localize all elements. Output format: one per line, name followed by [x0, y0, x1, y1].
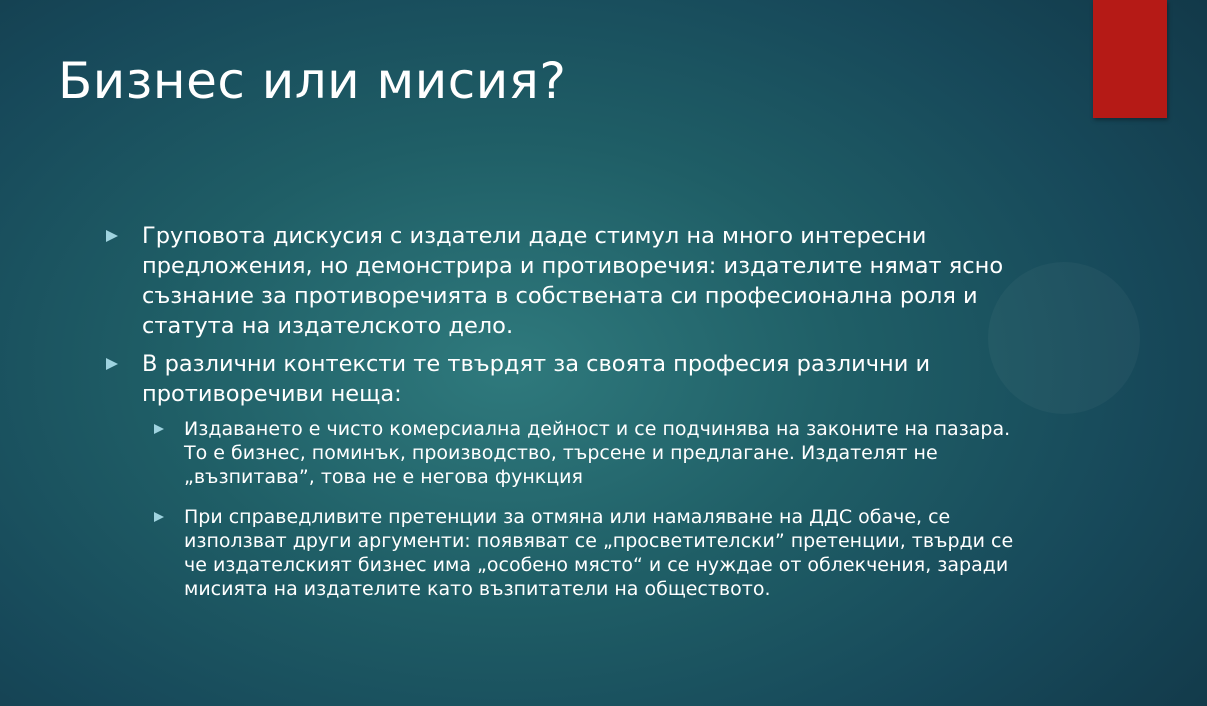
bullet-item	[106, 221, 1036, 341]
bullet-text: Груповота дискусия с издатели даде стимул на много интересни предложения, но демонстрира и противоречия: издателите нямат ясно съзнание за противоречията в собствената си професионална роля и статута на издателското дело.	[142, 223, 1004, 339]
sub-bullet-item	[106, 417, 1036, 489]
slide-content	[106, 221, 1036, 617]
triangle-bullet-icon	[106, 358, 118, 370]
triangle-bullet-icon	[154, 512, 164, 522]
slide-title: Бизнес или мисия?	[58, 52, 567, 110]
triangle-bullet-icon	[106, 230, 118, 242]
triangle-bullet-icon	[154, 424, 164, 434]
sub-bullet-text: Издаването е чисто комерсиална дейност и се подчинява на законите на пазара. То е бизнес, поминък, производство, търсене и предлагане. Издателят не „възпитава”, това не е негова функция	[184, 418, 1011, 488]
bullet-text: В различни контексти те твърдят за своята професия различни и противоречиви неща:	[142, 351, 931, 407]
sub-bullet-text: При справедливите претенции за отмяна или намаляване на ДДС обаче, се използват други аргументи: появяват се „просветителски” претенции, твърди се че издателският бизнес има „особено място“ и се нуждае от облекчения, заради мисията на издателите като възпитатели на обществото.	[184, 506, 1014, 600]
bullet-item	[106, 349, 1036, 409]
accent-bar	[1093, 0, 1167, 118]
sub-bullet-item	[106, 505, 1036, 601]
